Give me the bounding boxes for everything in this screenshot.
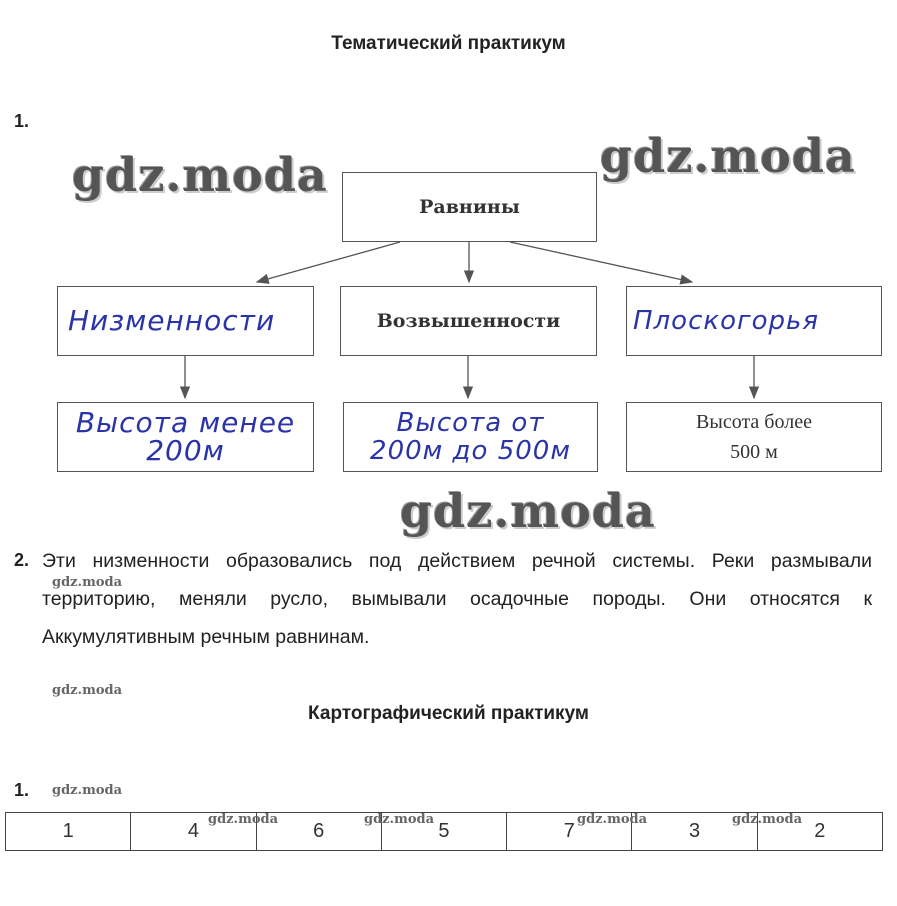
arrow-to-lowlands (257, 242, 400, 282)
table-cell: 5 (381, 813, 506, 851)
table-cell: 4 (131, 813, 256, 851)
watermark-small: gdz.moda (52, 575, 123, 590)
diagram-type-box-lowlands (57, 286, 314, 356)
table-cell: 1 (6, 813, 131, 851)
diagram-type-box-plateaus (626, 286, 882, 356)
diagram-height-box-plateaus (626, 402, 882, 472)
watermark-small: gdz.moda (52, 683, 123, 698)
diagram-root-box (342, 172, 597, 242)
diagram-type-label: Возвышенности (376, 310, 561, 332)
diagram-height-box-uplands (343, 402, 598, 472)
diagram-height-line: 200м (146, 434, 225, 467)
diagram-height-box-lowlands (57, 402, 314, 472)
diagram-type-label: Низменности (68, 304, 276, 337)
watermark-logo: gdz.moda (600, 129, 856, 183)
watermark-small: gdz.moda (52, 783, 123, 798)
diagram-height-line: Высота менее (75, 406, 296, 439)
table-cell: 2 (757, 813, 882, 851)
task-number: 1. (14, 780, 30, 800)
watermark-small: gdz.moda (577, 812, 648, 827)
watermark-small: gdz.moda (364, 812, 435, 827)
table-cell: 7 (507, 813, 632, 851)
watermark-small: gdz.moda (732, 812, 803, 827)
task-number: 1. (14, 111, 30, 131)
task-number: 2. (14, 550, 30, 570)
watermark-logo: gdz.moda (72, 148, 328, 202)
diagram-height-line: Высота более (696, 411, 812, 433)
diagram-root-label: Равнины (419, 196, 520, 218)
table-cell: 6 (256, 813, 381, 851)
diagram-height-line: 500 м (730, 441, 778, 463)
watermark-logo: gdz.moda (400, 484, 656, 538)
diagram-type-label: Плоскогорья (633, 306, 820, 336)
task2-answer-text: Эти низменности образовались под действием речной системы. Реки размывали территорию, меняли русло, вымывали осадочные породы. Они относятся к Аккумулятивным речным равнинам. (42, 550, 872, 648)
table-cell: 3 (632, 813, 757, 851)
watermark-small: gdz.moda (208, 812, 279, 827)
arrow-to-plateaus (510, 242, 692, 282)
diagram-height-line: Высота от (396, 408, 545, 438)
diagram-type-box-uplands (340, 286, 597, 356)
diagram-height-line: 200м до 500м (370, 436, 571, 466)
section-title-cartographic: Картографический практикум (308, 703, 589, 724)
section-title-thematic: Тематический практикум (331, 33, 566, 54)
